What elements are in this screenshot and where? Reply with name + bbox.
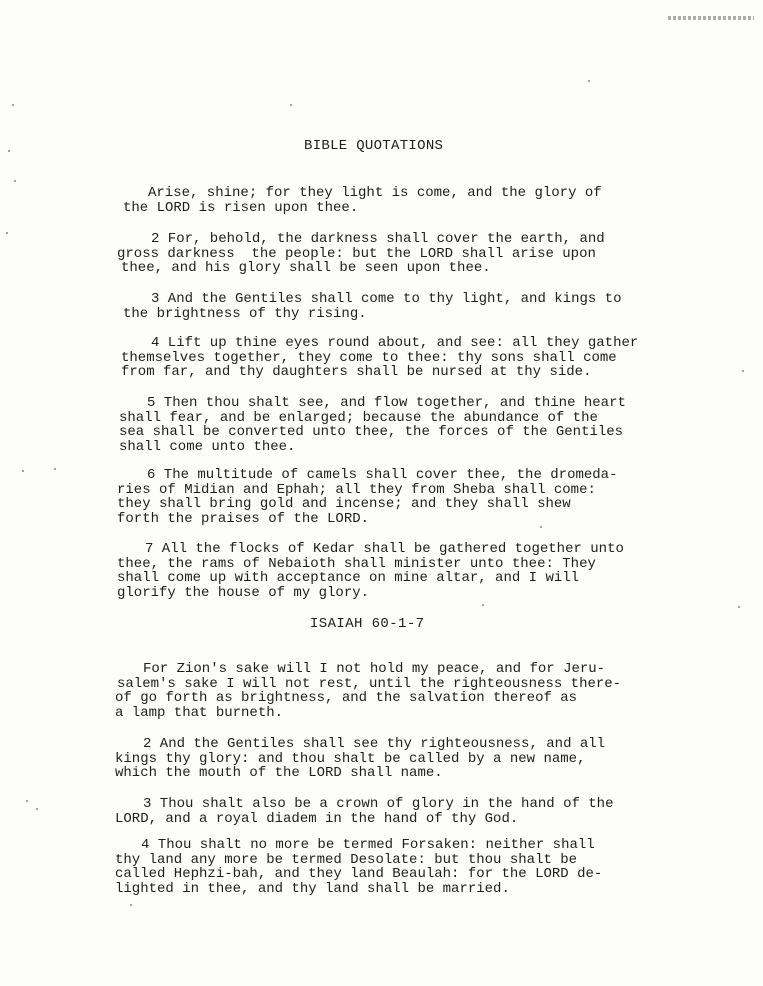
text-line: 2 And the Gentiles shall see thy righteousness, and all — [143, 736, 606, 752]
scan-speck — [540, 526, 542, 528]
text-line: sea shall be converted unto thee, the forces of the Gentiles — [119, 424, 624, 441]
verse-paragraph — [113, 232, 693, 276]
text-line: 4 Lift up thine eyes round about, and see: all they gather — [151, 335, 639, 351]
verse-paragraph — [113, 797, 693, 826]
text-line: shall fear, and be enlarged; because the abundance of the — [119, 409, 598, 426]
scan-speck — [742, 370, 744, 372]
scan-edge-mark — [668, 16, 754, 20]
scan-speck — [588, 80, 590, 82]
scan-speck — [26, 800, 28, 802]
scan-speck — [8, 150, 10, 152]
verse-paragraph — [113, 396, 693, 454]
text-line: kings thy glory: and thou shalt be called by a new name, — [115, 750, 586, 767]
verse-paragraph — [113, 468, 693, 526]
scan-speck — [130, 904, 132, 906]
text-line: shall come up with acceptance on mine altar, and I will — [117, 570, 580, 587]
scan-speck — [14, 180, 16, 182]
verse-paragraph — [113, 542, 693, 600]
scan-speck — [36, 808, 38, 810]
scan-speck — [12, 104, 14, 106]
text-line: 5 Then thou shalt see, and flow together, and thine heart — [147, 395, 626, 411]
verse-paragraph — [113, 737, 693, 781]
verse-paragraph — [113, 292, 693, 321]
scan-speck — [54, 468, 56, 470]
text-line: from far, and thy daughters shall be nursed at thy side. — [121, 364, 592, 381]
verse-paragraph — [113, 662, 693, 720]
text-line: 3 Thou shalt also be a crown of glory in the hand of the — [143, 796, 614, 812]
scripture-reference: ISAIAH 60-1-7 — [310, 616, 425, 632]
text-line: thee, the rams of Nebaioth shall minister unto thee: They — [117, 555, 596, 572]
scan-speck — [22, 470, 24, 472]
text-line: lighted in thee, and thy land shall be married. — [115, 880, 510, 897]
text-line: Arise, shine; for they light is come, and the glory of — [148, 185, 602, 201]
text-line: 3 And the Gentiles shall come to thy light, and kings to — [151, 291, 622, 307]
text-line: shall come unto thee. — [119, 438, 296, 455]
text-line: For Zion's sake will I not hold my peace, and for Jeru- — [143, 661, 606, 677]
text-line: of go forth as brightness, and the salvation thereof as — [115, 690, 578, 707]
scan-speck — [738, 606, 740, 608]
page-title: BIBLE QUOTATIONS — [304, 138, 444, 154]
text-line: LORD, and a royal diadem in the hand of thy God. — [115, 810, 519, 827]
text-line: glorify the house of my glory. — [117, 584, 370, 601]
text-line: 4 Thou shalt no more be termed Forsaken: neither shall — [141, 837, 595, 853]
verse-paragraph — [113, 838, 693, 896]
scan-speck — [482, 604, 484, 606]
text-line: 7 All the flocks of Kedar shall be gathered together unto — [145, 541, 624, 557]
scan-speck — [6, 232, 8, 234]
text-line: which the mouth of the LORD shall name. — [115, 765, 443, 782]
verse-paragraph — [113, 186, 693, 215]
text-line: the LORD is risen upon thee. — [123, 199, 359, 216]
text-line: forth the praises of the LORD. — [117, 510, 370, 527]
text-line: a lamp that burneth. — [115, 704, 284, 721]
text-line: called Hephzi-bah, and they land Beaulah: for the LORD de- — [115, 866, 603, 883]
text-line: thee, and his glory shall be seen upon thee. — [121, 260, 491, 277]
text-line: they shall bring gold and incense; and they shall shew — [117, 496, 571, 513]
text-line: the brightness of thy rising. — [123, 305, 367, 322]
text-line: salem's sake I will not rest, until the righteousness there- — [117, 675, 622, 692]
text-line: gross darkness the people: but the LORD shall arise upon — [117, 245, 596, 262]
text-line: themselves together, they come to thee: thy sons shall come — [121, 349, 617, 366]
verse-paragraph — [113, 336, 693, 380]
text-line: ries of Midian and Ephah; all they from Sheba shall come: — [117, 481, 596, 498]
text-line: 2 For, behold, the darkness shall cover the earth, and — [151, 231, 605, 247]
scan-speck — [290, 104, 292, 106]
text-line: thy land any more be termed Desolate: but thou shalt be — [115, 851, 578, 868]
text-line: 6 The multitude of camels shall cover thee, the dromeda- — [147, 467, 618, 483]
